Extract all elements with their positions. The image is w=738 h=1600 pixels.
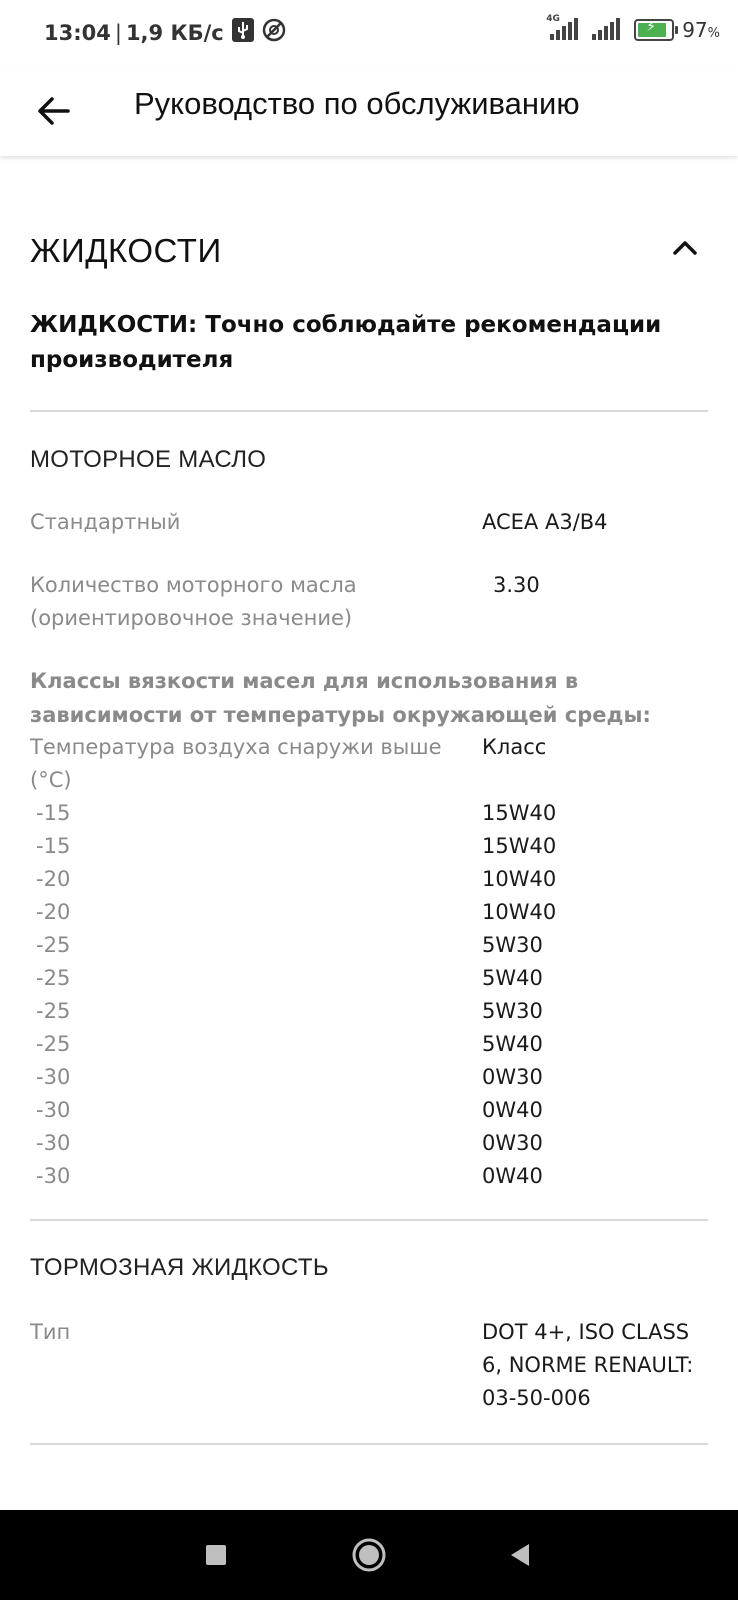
table-row [0,830,738,863]
table-row [0,1094,738,1127]
system-nav-bar [0,1510,738,1600]
divider [30,1443,708,1445]
usb-icon [232,18,254,47]
table-row [0,1160,738,1193]
quantity-value: 3.30 [493,573,540,597]
status-net-speed: 1,9 КБ/с [125,20,224,45]
section-title: ЖИДКОСТИ [30,232,222,269]
class-cell: 0W30 [482,1131,543,1155]
table-row [0,995,738,1028]
network-type: 4G [546,14,560,24]
temp-cell: -25 [36,1032,71,1056]
battery-percentage: 97% [682,18,720,42]
standard-label: Стандартный [30,510,181,534]
arrow-back-icon [36,96,70,126]
brake-fluid-title: ТОРМОЗНАЯ ЖИДКОСТЬ [30,1254,329,1281]
temp-cell: -30 [36,1131,71,1155]
page-title: Руководство по обслуживанию [134,86,580,121]
class-cell: 5W40 [482,966,543,990]
section-intro: ЖИДКОСТИ: Точно соблюдайте рекомендации производителя [30,312,662,373]
brake-type-value: DOT 4+, ISO CLASS 6, NORME RENAULT: 03-50-006 [482,1320,694,1410]
divider [30,410,708,412]
signal-icon [592,20,622,40]
temp-cell: -25 [36,933,71,957]
status-right [546,14,720,42]
standard-value: ACEA A3/B4 [482,510,608,534]
class-cell: 5W40 [482,1032,543,1056]
col-header-temp: Температура воздуха снаружи выше (°C) [30,735,442,792]
temp-cell: -30 [36,1065,71,1089]
table-row [0,962,738,995]
table-row [0,1061,738,1094]
class-cell: 15W40 [482,801,557,825]
temp-cell: -20 [36,900,71,924]
app-bar [0,66,738,156]
table-row [0,1127,738,1160]
table-row [0,797,738,830]
signal-4g-icon [546,14,580,40]
table-row [0,896,738,929]
status-separator: | [114,20,122,45]
circle-icon [351,1537,387,1573]
temp-cell: -25 [36,966,71,990]
content-scroll-area[interactable] [0,156,738,1510]
status-bar [0,0,738,66]
temp-cell: -20 [36,867,71,891]
quantity-label: Количество моторного масла (ориентировочное значение) [30,573,357,630]
battery-charging-icon: ⚡ [634,19,674,41]
home-button[interactable] [349,1535,389,1575]
class-cell: 5W30 [482,933,543,957]
engine-oil-title: МОТОРНОЕ МАСЛО [30,446,267,473]
chevron-up-icon[interactable] [672,238,698,256]
table-row [0,1028,738,1061]
temp-cell: -15 [36,801,71,825]
back-nav-button[interactable] [500,1535,540,1575]
table-row [0,863,738,896]
brake-type-label: Тип [30,1320,71,1344]
back-button[interactable] [24,82,82,140]
temp-cell: -30 [36,1164,71,1188]
recents-button[interactable] [196,1535,236,1575]
status-time: 13:04 [44,20,111,45]
temp-cell: -30 [36,1098,71,1122]
divider [30,1219,708,1221]
status-left [44,18,286,47]
do-not-disturb-icon [262,18,286,47]
temp-cell: -25 [36,999,71,1023]
class-cell: 10W40 [482,900,557,924]
class-cell: 5W30 [482,999,543,1023]
temp-cell: -15 [36,834,71,858]
class-cell: 0W40 [482,1164,543,1188]
class-cell: 10W40 [482,867,557,891]
viscosity-heading: Классы вязкости масел для использования в зависимости от температуры окружающей среды: [30,669,651,727]
square-icon [204,1543,228,1567]
col-header-class: Класс [482,735,547,759]
class-cell: 15W40 [482,834,557,858]
class-cell: 0W30 [482,1065,543,1089]
table-row [0,929,738,962]
triangle-back-icon [507,1541,533,1569]
class-cell: 0W40 [482,1098,543,1122]
section-header-fluids[interactable] [30,224,708,284]
